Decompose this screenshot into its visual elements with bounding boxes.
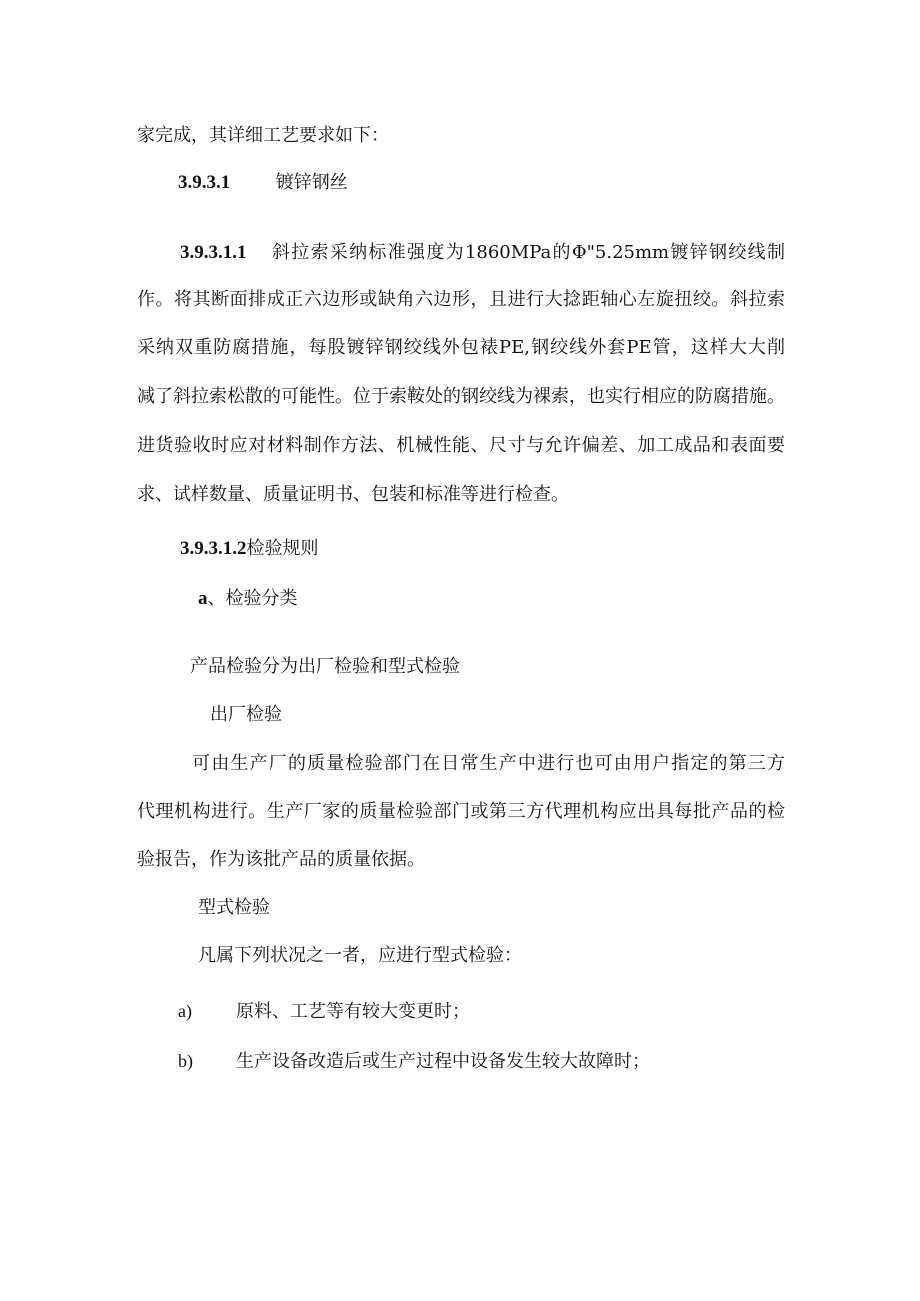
list-item-text: 原料、工艺等有较大变更时； <box>236 1001 470 1022</box>
classification-line: 产品检验分为出厂检验和型式检验 <box>190 656 460 677</box>
category-heading <box>198 589 298 608</box>
paragraph-line: 采纳双重防腐措施，每股镀锌钢绞线外包裱PE,钢绞线外套PE管，这样大大削 <box>137 337 785 358</box>
type-inspection-heading: 型式检验 <box>198 897 270 918</box>
intro-line: 家完成，其详细工艺要求如下： <box>137 125 389 146</box>
paragraph-line: 求、试样数量、质量证明书、包装和标准等进行检查。 <box>137 484 569 505</box>
paragraph-text: 可由生产厂的质量检验部门在日常生产中进行也可由用户指定的第三方 <box>191 753 785 774</box>
section-number: 3.9.3.1 <box>178 172 231 193</box>
paragraph-line <box>137 243 785 262</box>
section-heading <box>178 173 348 192</box>
paragraph-line <box>137 755 785 773</box>
list-item <box>178 1002 470 1021</box>
list-label: a <box>198 588 208 609</box>
type-inspection-intro: 凡属下列状况之一者，应进行型式检验： <box>198 945 522 966</box>
factory-inspection-heading: 出厂检验 <box>210 704 282 725</box>
section-title: 镀锌钢丝 <box>275 172 348 193</box>
paragraph-line: 验报告，作为该批产品的质量依据。 <box>137 849 425 870</box>
subsection-number: 3.9.3.1.2 <box>180 538 247 559</box>
list-item-text: 生产设备改造后或生产过程中设备发生较大故障时； <box>236 1051 650 1072</box>
list-item-label: a) <box>178 1001 192 1021</box>
paragraph-line: 代理机构进行。生产厂家的质量检验部门或第三方代理机构应出具每批产品的检 <box>137 801 785 822</box>
list-item <box>178 1052 650 1071</box>
paragraph-line: 进货验收时应对材料制作方法、机械性能、尺寸与允许偏差、加工成品和表面要 <box>137 435 785 456</box>
subsection-number: 3.9.3.1.1 <box>180 242 247 263</box>
paragraph-text: 斜拉索采纳标准强度为1860MPa的Φ"5.25mm镀锌钢绞线制 <box>270 242 785 263</box>
paragraph-line: 作。将其断面排成正六边形或缺角六边形，且进行大捻距轴心左旋扭绞。斜拉索 <box>137 289 785 310</box>
subsection-title: 检验规则 <box>246 538 319 559</box>
paragraph-line: 减了斜拉索松散的可能性。位于索鞍处的钢绞线为裸索，也实行相应的防腐措施。 <box>137 386 785 407</box>
category-title: 、检验分类 <box>207 588 298 609</box>
subsection-heading <box>180 539 319 558</box>
list-item-label: b) <box>178 1051 193 1071</box>
